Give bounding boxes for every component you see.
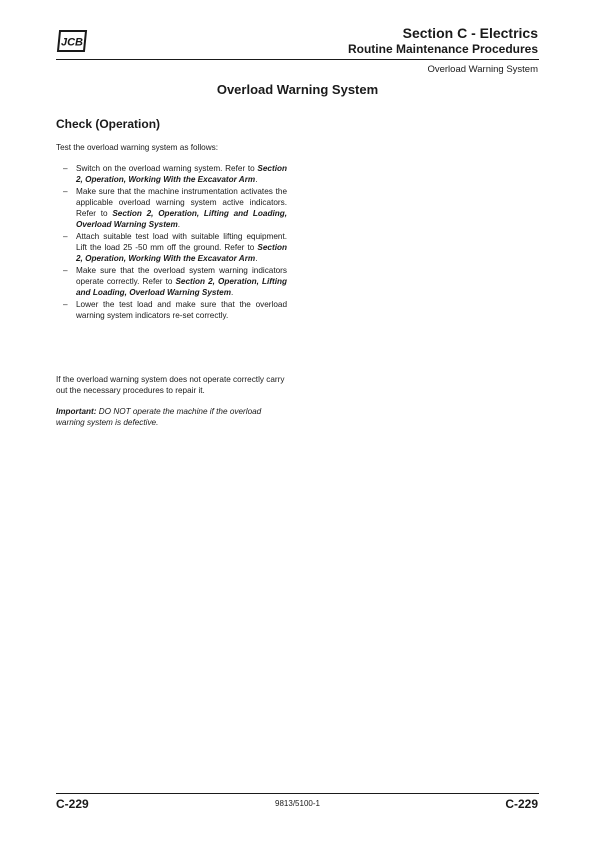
page-title: Overload Warning System [216,82,379,97]
step-dash: – [63,164,68,173]
page-number-left: C-229 [56,797,89,811]
outro-text: If the overload warning system does not operate correctly carry out the necessary procedures to repair it. [56,375,285,395]
important-note [56,406,287,428]
step-end: . [255,254,258,263]
procedure-step [56,163,287,185]
procedure-step [56,299,287,321]
step-end: . [255,175,258,184]
page-number-right: C-229 [505,797,538,811]
section-subtitle: Routine Maintenance Procedures [347,42,538,56]
important-text: DO NOT operate the machine if the overload warning system is defective. [56,407,262,427]
step-text: Make sure that the machine instrumentation activates the applicable overload warning system active indicators. Refer to [76,187,287,218]
step-reference: Section 2, Operation, Working With the Excavator Arm [76,243,287,263]
document-number: 9813/5100-1 [275,799,320,808]
footer-divider [56,793,539,794]
step-dash: – [63,232,68,241]
step-text: Attach suitable test load with suitable lifting equipment. Lift the load 25 -50 mm off the ground. Refer to [76,232,287,252]
step-dash: – [63,266,68,275]
procedure-steps [56,163,287,322]
header-divider [56,59,539,60]
step-dash: – [63,187,68,196]
important-label: Important: [56,407,97,416]
procedure-step [56,265,287,298]
step-reference: Section 2, Operation, Lifting and Loading, Overload Warning System [76,277,287,297]
topic-label: Overload Warning System [427,64,538,75]
step-end: . [230,288,234,297]
step-text: Make sure that the overload system warning indicators operate correctly. Refer to [76,266,287,286]
procedure-step [56,186,287,230]
step-reference: Section 2, Operation, Working With the Excavator Arm [76,164,287,184]
section-title: Section C - Electrics [402,25,538,41]
step-end: . [177,220,181,229]
procedure-step [56,231,287,264]
jcb-logo-graphic [56,30,88,52]
step-dash: – [63,300,68,309]
step-text: Switch on the overload warning system. Refer to [76,164,258,173]
step-text: Lower the test load and make sure that the overload warning system indicators re-set correctly. [76,300,287,320]
section-heading: Check (Operation) [56,117,161,131]
logo-text: JCB [60,36,84,49]
jcb-logo [56,30,88,52]
intro-text: Test the overload warning system as follows: [56,143,219,152]
step-reference: Section 2, Operation, Lifting and Loading, Overload Warning System [76,209,288,229]
